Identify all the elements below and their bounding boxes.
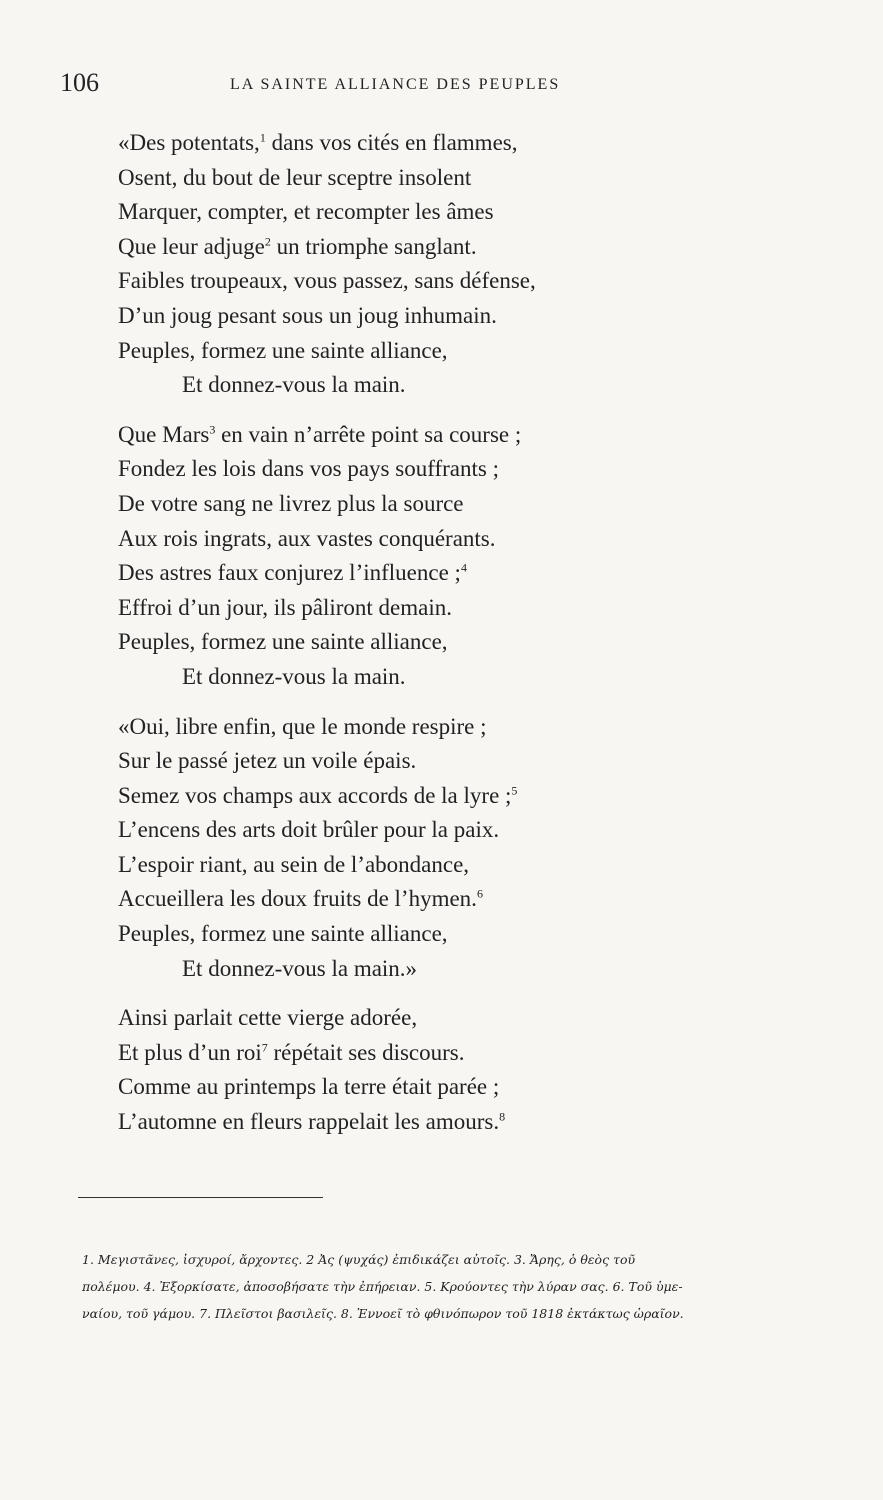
poem-body (118, 126, 838, 1155)
line-text: Peuples, formez une sainte alliance, (118, 921, 448, 947)
poem-line (118, 334, 838, 369)
poem-line (118, 368, 838, 403)
line-text: Effroi d’un jour, ils pâliront demain. (118, 594, 453, 620)
line-text: Peuples, formez une sainte alliance, (118, 629, 448, 655)
poem-line (118, 299, 838, 334)
footnote-marker: 1 (259, 130, 266, 145)
poem-line (118, 195, 838, 230)
poem-line (118, 882, 838, 917)
line-text: Et donnez-vous la main.» (182, 955, 418, 981)
line-text: Ainsi parlait cette vierge adorée, (118, 1005, 418, 1031)
poem-line (118, 1105, 838, 1140)
line-text: «Oui, libre enfin, que le monde respire ; (118, 713, 487, 739)
poem-line (118, 126, 838, 161)
footnote-marker: 2 (264, 234, 271, 249)
line-text-continued: répétait ses discours. (267, 1039, 465, 1065)
line-text: Peuples, formez une sainte alliance, (118, 337, 448, 363)
running-title: LA SAINTE ALLIANCE DES PEUPLES (230, 76, 561, 93)
poem-line (118, 848, 838, 883)
poem-line (118, 522, 838, 557)
line-text: Comme au printemps la terre était parée ; (118, 1074, 500, 1100)
line-text: Sur le passé jetez un voile épais. (118, 748, 417, 774)
poem-line (118, 264, 838, 299)
poem-line (118, 917, 838, 952)
poem-line (118, 660, 838, 695)
footnote-marker: 4 (460, 560, 467, 575)
poem-line (118, 230, 838, 265)
footnote-marker: 7 (261, 1040, 268, 1055)
poem-line (118, 418, 838, 453)
line-text: Et donnez-vous la main. (182, 372, 406, 398)
poem-line (118, 710, 838, 745)
line-text: Et donnez-vous la main. (182, 663, 406, 689)
line-text-continued: dans vos cités en flammes, (265, 130, 518, 155)
footnote-marker: 8 (499, 1109, 506, 1124)
line-text: Que Mars (118, 421, 210, 447)
poem-line (118, 1070, 838, 1105)
line-text-continued: en vain n’arrête point sa course ; (215, 421, 522, 447)
line-text: Marquer, compter, et recompter les âmes (118, 199, 494, 225)
poem-line (118, 591, 838, 626)
footnote-marker: 5 (511, 783, 518, 798)
footnotes (82, 1246, 842, 1327)
line-text: L’encens des arts doit brûler pour la paix. (118, 817, 500, 843)
line-text: Que leur adjuge (118, 233, 265, 259)
line-text: D’un joug pesant sous un joug inhumain. (118, 302, 497, 328)
stanza (118, 418, 838, 695)
footnote-line: ναίου, τοῦ γάμου. 7. Πλεῖστοι βασιλεῖς. 8. Ἐννοεῖ τὸ φθινόπωρον τοῦ 1818 ἐκτάκτως ὡραῖον. (82, 1306, 684, 1321)
stanza (118, 710, 838, 987)
poem-line (118, 744, 838, 779)
line-text: Faibles troupeaux, vous passez, sans défense, (118, 268, 536, 294)
poem-line (118, 952, 838, 987)
line-text: Accueillera les doux fruits de l’hymen. (118, 886, 477, 912)
poem-line (118, 161, 838, 196)
stanza (118, 126, 838, 403)
poem-line (118, 779, 838, 814)
footnote-line: 1. Μεγιστᾶνες, ἰσχυροί, ἄρχοντες. 2 Ἀς (ψυχάς) ἐπιδικάζει αὐτοῖς. 3. Ἄρης, ὁ θεὸς τοῦ (82, 1252, 636, 1267)
line-text: L’espoir riant, au sein de l’abondance, (118, 851, 470, 877)
line-text: Osent, du bout de leur sceptre insolent (118, 164, 472, 190)
poem-line (118, 487, 838, 522)
footnote-rule (78, 1197, 323, 1198)
line-text: Et plus d’un roi (118, 1039, 262, 1065)
poem-line (118, 556, 838, 591)
footnote-marker: 3 (209, 422, 216, 437)
line-text: Semez vos champs aux accords de la lyre ; (118, 782, 512, 808)
line-text: De votre sang ne livrez plus la source (118, 490, 464, 516)
footnote-line: πολέμου. 4. Ἐξορκίσατε, ἀποσοβήσατε τὴν ἐπήρειαν. 5. Κρούοντες τὴν λύραν σας. 6. Τοῦ ὑμε- (82, 1279, 683, 1294)
page-number: 106 (60, 68, 99, 97)
page-header (60, 68, 823, 108)
poem-line (118, 625, 838, 660)
line-text: «Des potentats, (118, 130, 260, 155)
stanza (118, 1001, 838, 1139)
line-text: L’automne en fleurs rappelait les amours. (118, 1109, 500, 1135)
line-text: Fondez les lois dans vos pays souffrants ; (118, 456, 499, 482)
poem-line (118, 452, 838, 487)
poem-line (118, 813, 838, 848)
poem-line (118, 1036, 838, 1071)
footnote-marker: 6 (476, 886, 483, 901)
line-text: Aux rois ingrats, aux vastes conquérants. (118, 525, 496, 551)
line-text-continued: un triomphe sanglant. (270, 233, 477, 259)
line-text: Des astres faux conjurez l’influence ; (118, 560, 461, 586)
poem-line (118, 1001, 838, 1036)
